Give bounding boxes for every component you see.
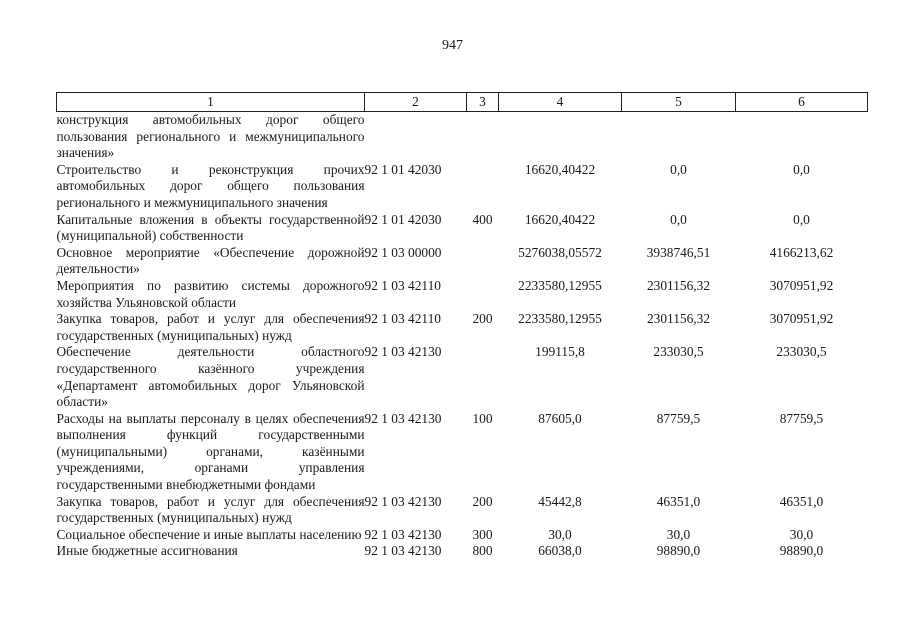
amount-col4: 2233580,12955	[518, 277, 602, 293]
table-row	[57, 162, 868, 212]
expense-name: Мероприятия по развитию системы дорожного хозяйства Ульяновской области	[56, 277, 365, 310]
amount-col4: 16620,40422	[524, 211, 596, 227]
amount-col4	[499, 112, 622, 162]
amount-col6	[736, 112, 868, 162]
expense-type	[467, 344, 499, 410]
budget-table	[56, 92, 868, 560]
amount-col4: 2233580,12955	[518, 311, 602, 327]
amount-col5: 30,0	[666, 526, 691, 542]
expense-type	[467, 278, 499, 311]
amount-col5: 3938746,51	[646, 244, 711, 260]
amount-col5: 233030,5	[653, 344, 704, 360]
amount-col4: 45442,8	[538, 493, 582, 509]
expense-name: Основное мероприятие «Обеспечение дорожной деятельности»	[56, 244, 365, 277]
expense-name: конструкция автомобильных дорог общего пользования регионального и межмуниципального значения»	[56, 112, 365, 161]
target-code: 92 1 03 42110	[364, 311, 441, 327]
expense-name: Социальное обеспечение и иные выплаты населению	[56, 526, 362, 542]
expense-name: Расходы на выплаты персоналу в целях обеспечения выполнения функций государственными (муниципальными) органами, казёнными учреждениями, органами управления государственными внебюджетными фондами	[56, 410, 365, 493]
target-code: 92 1 03 00000	[364, 244, 442, 260]
target-code: 92 1 03 42130	[364, 344, 442, 360]
target-code: 92 1 03 42130	[364, 410, 442, 426]
expense-type	[467, 112, 499, 162]
amount-col5: 87759,5	[656, 410, 701, 426]
column-header-1: 1	[57, 93, 365, 112]
table-row	[57, 278, 868, 311]
amount-col6: 3070951,92	[769, 277, 834, 293]
expense-name: Закупка товаров, работ и услуг для обеспечения государственных (муниципальных) нужд	[56, 311, 365, 343]
amount-col4: 66038,0	[538, 543, 582, 559]
column-header-6: 6	[736, 93, 868, 112]
amount-col4: 5276038,05572	[518, 244, 602, 260]
amount-col6: 0,0	[793, 211, 810, 227]
table-row	[57, 112, 868, 162]
expense-name: Обеспечение деятельности областного государственного казённого учреждения «Департамент автомобильных дорог Ульяновской области»	[56, 344, 365, 410]
amount-col6: 87759,5	[779, 410, 824, 426]
amount-col6: 233030,5	[776, 344, 827, 360]
amount-col6: 46351,0	[779, 493, 824, 509]
amount-col4: 87605,0	[538, 410, 582, 426]
target-code: 92 1 01 42030	[364, 211, 442, 227]
amount-col6: 0,0	[793, 161, 810, 177]
table-row	[57, 411, 868, 494]
table-row	[57, 311, 868, 344]
target-code: 92 1 03 42130	[364, 526, 442, 542]
expense-type	[467, 162, 499, 212]
target-code: 92 1 03 42110	[364, 277, 441, 293]
table-row	[57, 344, 868, 410]
expense-type: 200	[472, 311, 493, 327]
amount-col4: 30,0	[548, 526, 572, 542]
amount-col5: 2301156,32	[646, 277, 711, 293]
target-code: 92 1 03 42130	[364, 493, 442, 509]
amount-col4: 16620,40422	[524, 161, 596, 177]
expense-type	[467, 245, 499, 278]
amount-col6: 98890,0	[779, 543, 824, 559]
table-row	[57, 494, 868, 527]
amount-col6: 30,0	[789, 526, 814, 542]
expense-type: 300	[472, 526, 493, 542]
column-header-2: 2	[365, 93, 467, 112]
amount-col6: 4166213,62	[769, 244, 834, 260]
expense-type: 100	[472, 410, 493, 426]
target-code: 92 1 01 42030	[364, 161, 442, 177]
expense-name: Иные бюджетные ассигнования	[56, 543, 238, 559]
amount-col5: 46351,0	[656, 493, 701, 509]
amount-col5: 0,0	[670, 211, 687, 227]
amount-col4: 199115,8	[535, 344, 585, 360]
column-header-4: 4	[499, 93, 622, 112]
expense-name: Закупка товаров, работ и услуг для обеспечения государственных (муниципальных) нужд	[56, 493, 365, 526]
column-header-5: 5	[622, 93, 736, 112]
expense-name: Капитальные вложения в объекты государственной (муниципальной) собственности	[56, 211, 365, 244]
amount-col5: 2301156,32	[646, 311, 711, 327]
table-row	[57, 527, 868, 544]
expense-name: Строительство и реконструкция прочих автомобильных дорог общего пользования регионального и межмуниципального значения	[56, 161, 365, 210]
expense-type: 400	[472, 211, 493, 227]
page-number: 947	[442, 38, 463, 53]
amount-col5: 0,0	[670, 161, 687, 177]
amount-col5: 98890,0	[656, 543, 701, 559]
table-row	[57, 212, 868, 245]
amount-col5	[622, 112, 736, 162]
header-row	[57, 93, 868, 112]
table-row	[57, 245, 868, 278]
expense-type: 800	[472, 543, 493, 559]
target-code	[365, 112, 467, 162]
target-code: 92 1 03 42130	[364, 543, 442, 559]
table-row	[57, 543, 868, 560]
amount-col6: 3070951,92	[769, 311, 834, 327]
column-header-3: 3	[467, 93, 499, 112]
expense-type: 200	[472, 493, 493, 509]
